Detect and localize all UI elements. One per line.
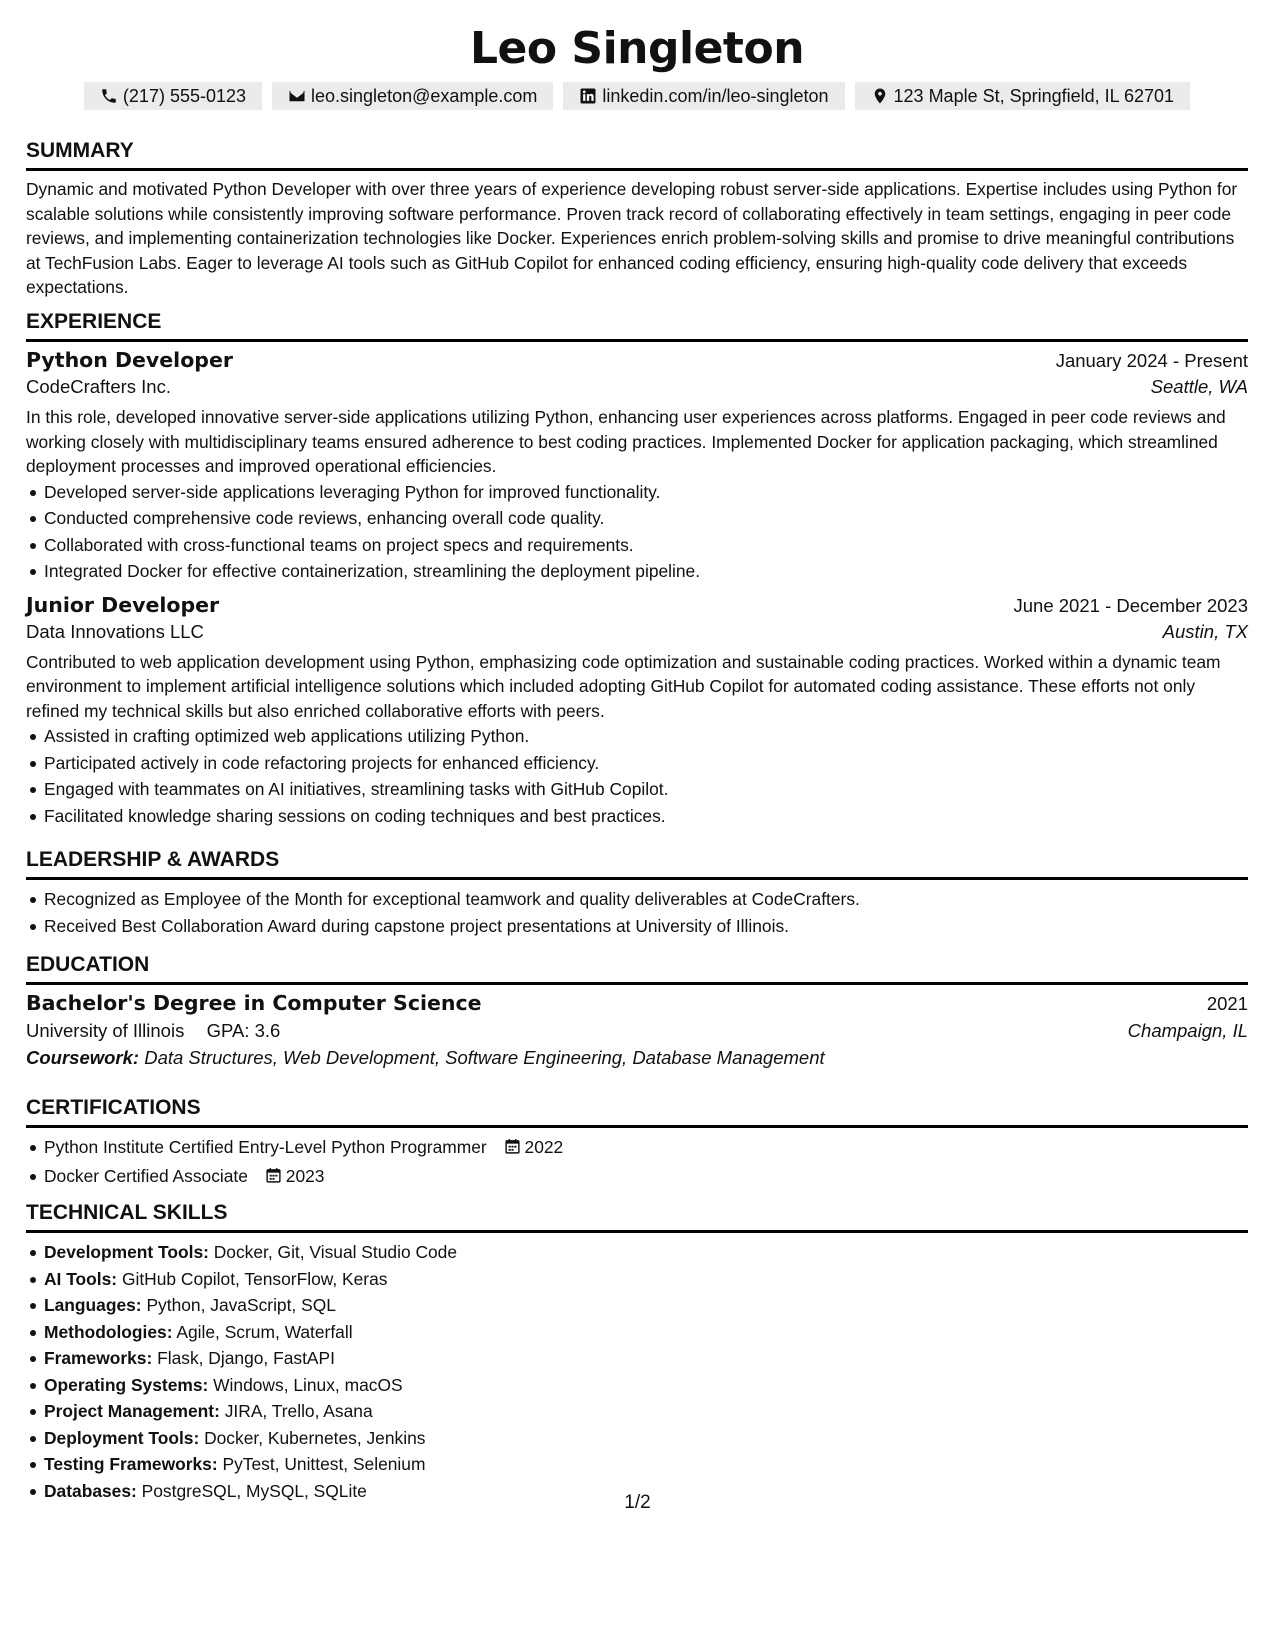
job-company-row bbox=[26, 376, 1248, 398]
list-item: Engaged with teammates on AI initiatives, streamlining tasks with GitHub Copilot. bbox=[44, 776, 1248, 803]
certification-year: 2023 bbox=[285, 1165, 325, 1186]
candidate-name: Leo Singleton bbox=[469, 23, 805, 74]
skill-label: Methodologies: bbox=[44, 1321, 173, 1342]
phone-text: (217) 555-0123 bbox=[122, 86, 247, 106]
skill-value: JIRA, Trello, Asana bbox=[224, 1401, 373, 1421]
calendar-icon bbox=[265, 1165, 282, 1192]
skills-list bbox=[26, 1239, 1248, 1504]
job-title-row bbox=[26, 348, 1248, 372]
skill-label: Development Tools: bbox=[44, 1242, 209, 1262]
job-description: In this role, developed innovative server-side applications utilizing Python, enhancing user experiences across platforms. Engaged in peer code reviews and working closely with multidisciplinary teams ensured adherence to best coding practices. Implemented Docker for application packaging, which streamlined deployment processes and improved operational efficiencies. bbox=[26, 407, 1226, 476]
contact-row bbox=[26, 82, 1248, 110]
linkedin-icon bbox=[579, 87, 597, 105]
list-item bbox=[44, 1425, 1248, 1452]
skill-label: Testing Frameworks: bbox=[44, 1454, 218, 1474]
job-company-row bbox=[26, 621, 1248, 643]
certification-year: 2022 bbox=[524, 1137, 564, 1157]
experience-section bbox=[26, 309, 1248, 829]
list-item: Developed server-side applications leveraging Python for improved functionality. bbox=[44, 479, 1248, 506]
education-heading: EDUCATION bbox=[26, 952, 1248, 985]
job-location: Seattle, WA bbox=[1150, 376, 1248, 397]
job-dates: June 2021 - December 2023 bbox=[1013, 594, 1248, 616]
address-chip bbox=[855, 82, 1191, 110]
email-text: leo.singleton@example.com bbox=[311, 86, 538, 106]
list-item bbox=[44, 1266, 1248, 1293]
address-text: 123 Maple St, Springfield, IL 62701 bbox=[893, 86, 1175, 106]
list-item bbox=[44, 1345, 1248, 1372]
job-bullets bbox=[26, 723, 1248, 829]
skill-value: GitHub Copilot, TensorFlow, Keras bbox=[121, 1268, 388, 1289]
list-item bbox=[44, 1372, 1248, 1399]
skill-label: Operating Systems: bbox=[44, 1374, 209, 1395]
job-description: Contributed to web application development using Python, emphasizing code optimization and sustainable coding practices. Worked within a dynamic team environment to implement artificial intelligence solutions which included adopting GitHub Copilot for automated coding assistance. These efforts not only refined my technical skills but also enriched collaborative efforts with peers. bbox=[26, 651, 1221, 721]
job-dates: January 2024 - Present bbox=[1055, 350, 1248, 371]
job-title-row bbox=[26, 593, 1248, 617]
certification-name: Docker Certified Associate bbox=[44, 1165, 248, 1186]
skill-value: Flask, Django, FastAPI bbox=[157, 1348, 335, 1368]
job-role: Junior Developer bbox=[26, 592, 220, 617]
school-location: Champaign, IL bbox=[1127, 1020, 1248, 1041]
list-item bbox=[44, 1451, 1248, 1478]
coursework-text: Data Structures, Web Development, Software Engineering, Database Management bbox=[144, 1047, 825, 1068]
resume-header bbox=[26, 0, 1248, 110]
skill-value: Docker, Kubernetes, Jenkins bbox=[204, 1427, 426, 1448]
list-item bbox=[44, 1134, 1248, 1163]
job-company: Data Innovations LLC bbox=[26, 620, 204, 642]
skills-heading: TECHNICAL SKILLS bbox=[26, 1200, 1248, 1233]
calendar-icon bbox=[504, 1136, 521, 1163]
job-company: CodeCrafters Inc. bbox=[26, 376, 171, 397]
skills-section bbox=[26, 1200, 1248, 1504]
skill-label: AI Tools: bbox=[44, 1268, 118, 1289]
school-info bbox=[26, 1020, 280, 1042]
list-item: Participated actively in code refactoring projects for enhanced efficiency. bbox=[44, 750, 1248, 777]
education-section bbox=[26, 952, 1248, 1069]
coursework-label: Coursework: bbox=[26, 1047, 140, 1068]
list-item: Integrated Docker for effective containerization, streamlining the deployment pipeline. bbox=[44, 558, 1248, 585]
summary-text: Dynamic and motivated Python Developer with over three years of experience developing robust server-side applications. Expertise includes using Python for scalable solutions while consistently improving software performance. Proven track record of collaborating effectively in team settings, engaging in peer code reviews, and implementing containerization technologies like Docker. Experiences enrich problem-solving skills and promise to drive meaningful contributions at TechFusion Labs. Eager to leverage AI tools such as GitHub Copilot for enhanced coding efficiency, ensuring high-quality code delivery that exceeds expectations. bbox=[26, 179, 1238, 297]
job-entry bbox=[26, 348, 1248, 585]
skill-label: Deployment Tools: bbox=[44, 1427, 200, 1448]
certifications-heading: CERTIFICATIONS bbox=[26, 1095, 1248, 1128]
list-item: Recognized as Employee of the Month for exceptional teamwork and quality deliverables at CodeCrafters. bbox=[44, 886, 1248, 913]
skill-label: Frameworks: bbox=[44, 1348, 153, 1368]
certifications-section bbox=[26, 1095, 1248, 1191]
job-entry bbox=[26, 593, 1248, 830]
school-row bbox=[26, 1020, 1248, 1042]
job-bullets bbox=[26, 479, 1248, 585]
map-pin-icon bbox=[871, 87, 889, 105]
linkedin-text: linkedin.com/in/leo-singleton bbox=[602, 86, 829, 106]
school-name: University of Illinois bbox=[26, 1020, 185, 1041]
leadership-heading: LEADERSHIP & AWARDS bbox=[26, 847, 1248, 880]
list-item: Assisted in crafting optimized web applications utilizing Python. bbox=[44, 723, 1248, 750]
envelope-icon bbox=[288, 87, 306, 105]
list-item bbox=[44, 1163, 1248, 1192]
degree-title: Bachelor's Degree in Computer Science bbox=[26, 991, 482, 1015]
list-item bbox=[44, 1292, 1248, 1319]
job-location: Austin, TX bbox=[1162, 620, 1248, 642]
summary-section bbox=[26, 138, 1248, 300]
skill-value: Windows, Linux, macOS bbox=[213, 1374, 403, 1395]
list-item bbox=[44, 1398, 1248, 1425]
phone-icon bbox=[100, 87, 118, 105]
list-item bbox=[44, 1239, 1248, 1266]
job-role: Python Developer bbox=[26, 348, 233, 372]
certifications-list bbox=[26, 1134, 1248, 1191]
leadership-section bbox=[26, 847, 1248, 939]
graduation-year: 2021 bbox=[1206, 993, 1248, 1014]
certification-name: Python Institute Certified Entry-Level Python Programmer bbox=[44, 1137, 487, 1157]
experience-heading: EXPERIENCE bbox=[26, 309, 1248, 342]
skill-value: PostgreSQL, MySQL, SQLite bbox=[141, 1480, 367, 1501]
skill-value: PyTest, Unittest, Selenium bbox=[222, 1454, 426, 1474]
list-item: Received Best Collaboration Award during capstone project presentations at University of Illinois. bbox=[44, 913, 1248, 940]
skill-label: Project Management: bbox=[44, 1401, 220, 1421]
email-chip[interactable] bbox=[272, 82, 553, 110]
skill-value: Python, JavaScript, SQL bbox=[146, 1295, 336, 1315]
gpa: GPA: 3.6 bbox=[206, 1020, 281, 1041]
leadership-list bbox=[26, 886, 1248, 939]
skill-value: Docker, Git, Visual Studio Code bbox=[213, 1242, 458, 1262]
list-item: Conducted comprehensive code reviews, enhancing overall code quality. bbox=[44, 505, 1248, 532]
skill-value: Agile, Scrum, Waterfall bbox=[176, 1321, 353, 1342]
skill-label: Databases: bbox=[44, 1480, 137, 1501]
list-item: Facilitated knowledge sharing sessions on coding techniques and best practices. bbox=[44, 803, 1248, 830]
coursework-line bbox=[26, 1047, 1248, 1069]
linkedin-chip[interactable] bbox=[563, 82, 844, 110]
skill-label: Languages: bbox=[44, 1295, 142, 1315]
list-item: Collaborated with cross-functional teams on project specs and requirements. bbox=[44, 532, 1248, 559]
page-number: 1/2 bbox=[624, 1492, 651, 1513]
degree-row bbox=[26, 991, 1248, 1015]
summary-heading: SUMMARY bbox=[26, 138, 1248, 171]
phone-chip[interactable] bbox=[84, 82, 262, 110]
list-item bbox=[44, 1319, 1248, 1346]
